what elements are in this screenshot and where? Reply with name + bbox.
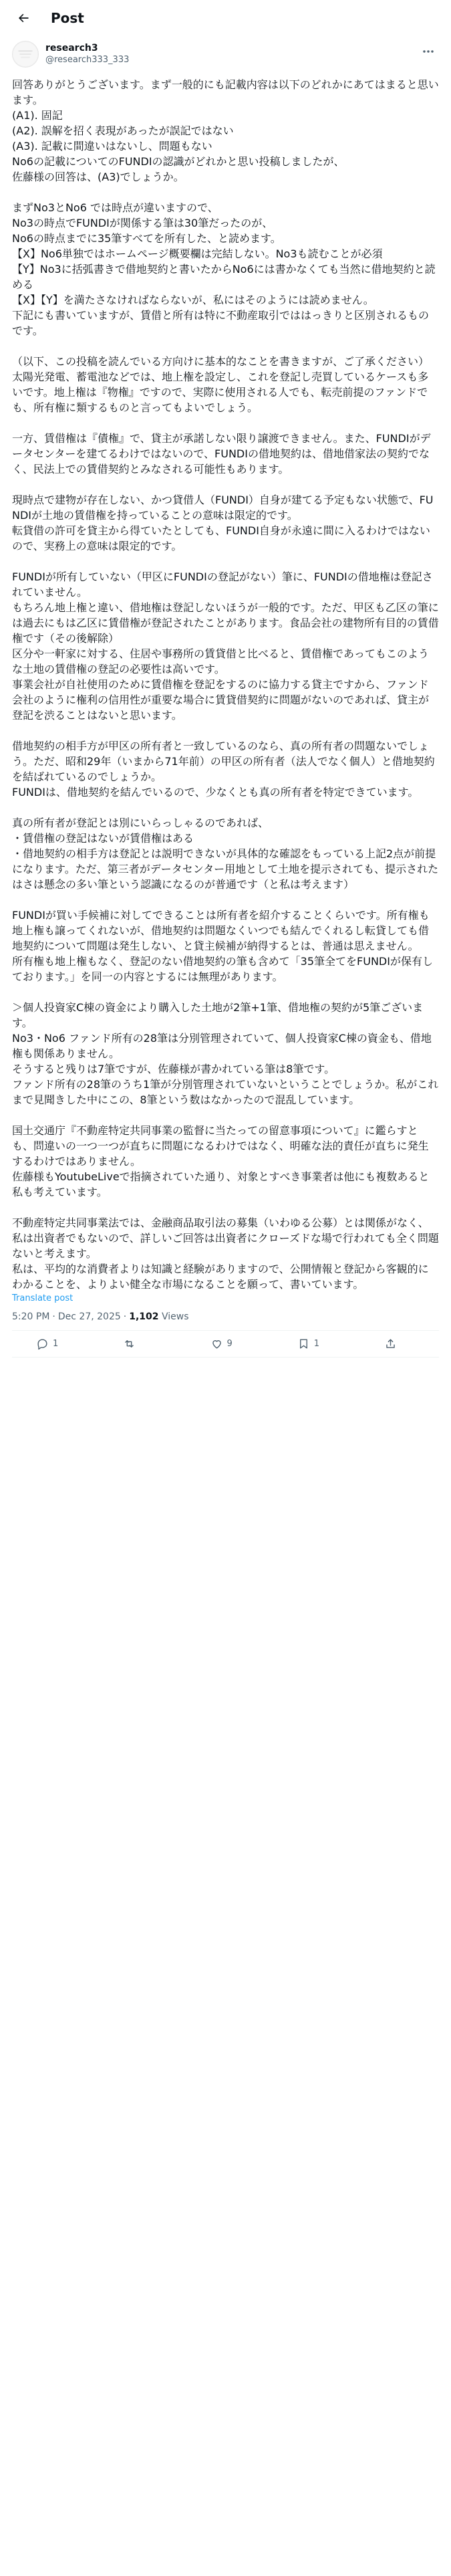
action-bar [0, 1331, 451, 1357]
like-heart-icon [210, 1337, 223, 1350]
post-time[interactable]: 5:20 PM [12, 1311, 50, 1322]
reply-count: 1 [53, 1339, 59, 1349]
bookmark-icon [297, 1337, 310, 1350]
more-options-button[interactable] [420, 45, 436, 58]
like-button[interactable] [210, 1337, 244, 1350]
divider [12, 1357, 439, 1358]
avatar[interactable] [12, 41, 39, 68]
author-display-name[interactable]: research3 [45, 43, 98, 54]
reply-button[interactable] [36, 1337, 69, 1350]
like-count: 9 [227, 1339, 233, 1349]
views-label: Views [161, 1311, 189, 1322]
post-date[interactable]: Dec 27, 2025 [57, 1311, 121, 1322]
share-button[interactable] [384, 1337, 418, 1350]
bookmark-button[interactable] [297, 1337, 331, 1350]
author-handle[interactable]: @research333_333 [45, 54, 130, 65]
back-arrow-icon [17, 11, 30, 25]
top-bar [0, 0, 451, 35]
views-count: 1,102 [129, 1311, 159, 1322]
author-row [0, 35, 451, 68]
post-text: 回答ありがとうございます。まず一般的にも記載内容は以下のどれかにあてはまると思います。 (A1). 固記 (A2). 誤解を招く表現があったが誤記ではない (A3). 記載に間違いはないし、問題もない No6の記載についてのFUNDIの認識がどれかと思い投稿しましたが、 佐藤様の回答は、(A3)でしょうか。 まずNo3とNo6 では時点が違いますので、 No3の時点でFUNDIが関係する筆は30筆だったのが、 No6の時点までに35筆すべてを所有した、と読めます。 【X】No6単独ではホームページ概要欄は完結しない。No3も読むことが必須 【Y】No3に括弧書きで借地契約と書いたからNo6には書かなくても当然に借地契約と読める 【X】【Y】を満たさなければならないが、私にはそのようには読めません。 下記にも書いていますが、賃借と所有は特に不動産取引でははっきりと区別されるものです。 （以下、この投稿を読んでいる方向けに基本的なことを書きますが、ご了承ください） 太陽光発電、蓄電池などでは、地上権を設定し、これを登記し売買しているケースも多いです。地上権は『物権』ですので、実際に使用される人でも、転売前提のファンドでも、所有権に類するものと言ってもよいでしょう。 一方、賃借権は『債権』で、貸主が承諾しない限り譲渡できません。また、FUNDIがデータセンターを建てるわけではないので、FUNDIの借地契約は、借地借家法の契約でなく、民法上での賃借契約とみなされる可能性もあります。 現時点で建物が存在しない、かつ貸借人（FUNDI）自身が建てる予定もない状態で、FUNDIが土地の賃借権を持っていることの意味は限定的です。 転貸借の許可を貸主から得ていたとしても、FUNDI自身が永遠に間に入るわけではないので、実務上の意味は限定的です。 FUNDIが所有していない（甲区にFUNDIの登記がない）筆に、FUNDIの借地権は登記されていません。 もちろん地上権と違い、借地権は登記しないほうが一般的です。ただ、甲区も乙区の筆には過去にもは乙区に賃借権が登記されたことがあります。食品会社の建物所有目的の賃借権です（その後解除） 区分や一軒家に対する、住居や事務所の賃貸借と比べると、賃借権であってもこのような土地の賃借権の登記の必要性は高いです。 事業会社が自社使用のために賃借権を登記をするのに協力する貸主ですから、ファンド会社のように権利の信用性が重要な場合に賃貸借契約に問題がないのであれば、貸主が登記を渋ることはないと思います。 借地契約の相手方が甲区の所有者と一致しているのなら、真の所有者の問題ないでしょう。ただ、昭和29年（いまから71年前）の甲区の所有者（法人でなく個人）と借地契約を結ばれているのでしょうか。 FUNDIは、借地契約を結んでいるので、少なくとも真の所有者を特定できています。 真の所有者が登記とは別にいらっしゃるのであれば、 ・賃借権の登記はないが賃借権はある ・借地契約の相手方は登記とは説明できないが具体的な確認をもっている上記2点が前提になります。ただ、第三者がデータセンター用地として土地を提示されても、提示されたはさは懸念の多い筆という認識になるのが普通です（と私は考えます） FUNDIが買い手候補に対してできることは所有者を紹介することくらいです。所有権も地上権も譲ってくれないが、借地契約は問題なくいつでも結んでくれるし転貸しても借地契約について問題は発生しない、と貸主候補が納得するとは、普通は思えません。 所有権も地上権もなく、登記のない借地契約の筆も含めて「35筆全てをFUNDIが保有しております。」を同一の内容とするには無理があります。 ＞個人投資家C棟の資金により購入した土地が2筆+1筆、借地権の契約が5筆ございます。 No3・No6 ファンド所有の28筆は分別管理されていて、個人投資家C棟の資金も、借地権も関係ありません。 そうすると残りは7筆ですが、佐藤様が書かれている筆は8筆です。 ファンド所有の28筆のうち1筆が分別管理されていないということでしょうか。私がこれまで見聞きした中にこの、8筆という数はなかったので混乱しています。 国土交通庁『不動産特定共同事業の監督に当たっての留意事項について』に鑑らすとも、問違いの一つ一つが直ちに問題になるわけではなく、明確な法的責任が直ちに発生するわけではありません。 佐藤様もYoutubeLiveで指摘されていた通り、対象とすべき事業者は他にも複数あると私も考えています。 不動産特定共同事業法では、金融商品取引法の募集（いわゆる公募）とは関係がなく、私は出資者でもないので、詳しいご回答は出資者にクローズドな場で行われても全く問題ないと考えます。 私は、平均的な消費者よりは知識と経験がありますので、公開情報と登記から客観的にわかることを、よりよい健全な市場になることを願って、書いています。 [12, 78, 439, 1291]
reply-icon [36, 1337, 49, 1350]
bookmark-count: 1 [313, 1339, 320, 1349]
more-dots-icon [422, 49, 434, 53]
avatar-image [13, 41, 38, 68]
repost-icon [123, 1337, 136, 1350]
page-title: Post [51, 9, 84, 26]
meta-dot: · [52, 1311, 55, 1322]
translate-post-link[interactable]: Translate post [12, 1293, 73, 1303]
post-meta [0, 1303, 451, 1330]
back-button[interactable] [12, 7, 35, 29]
share-icon [384, 1337, 397, 1350]
meta-dot: · [123, 1311, 127, 1322]
repost-button[interactable] [123, 1337, 156, 1350]
